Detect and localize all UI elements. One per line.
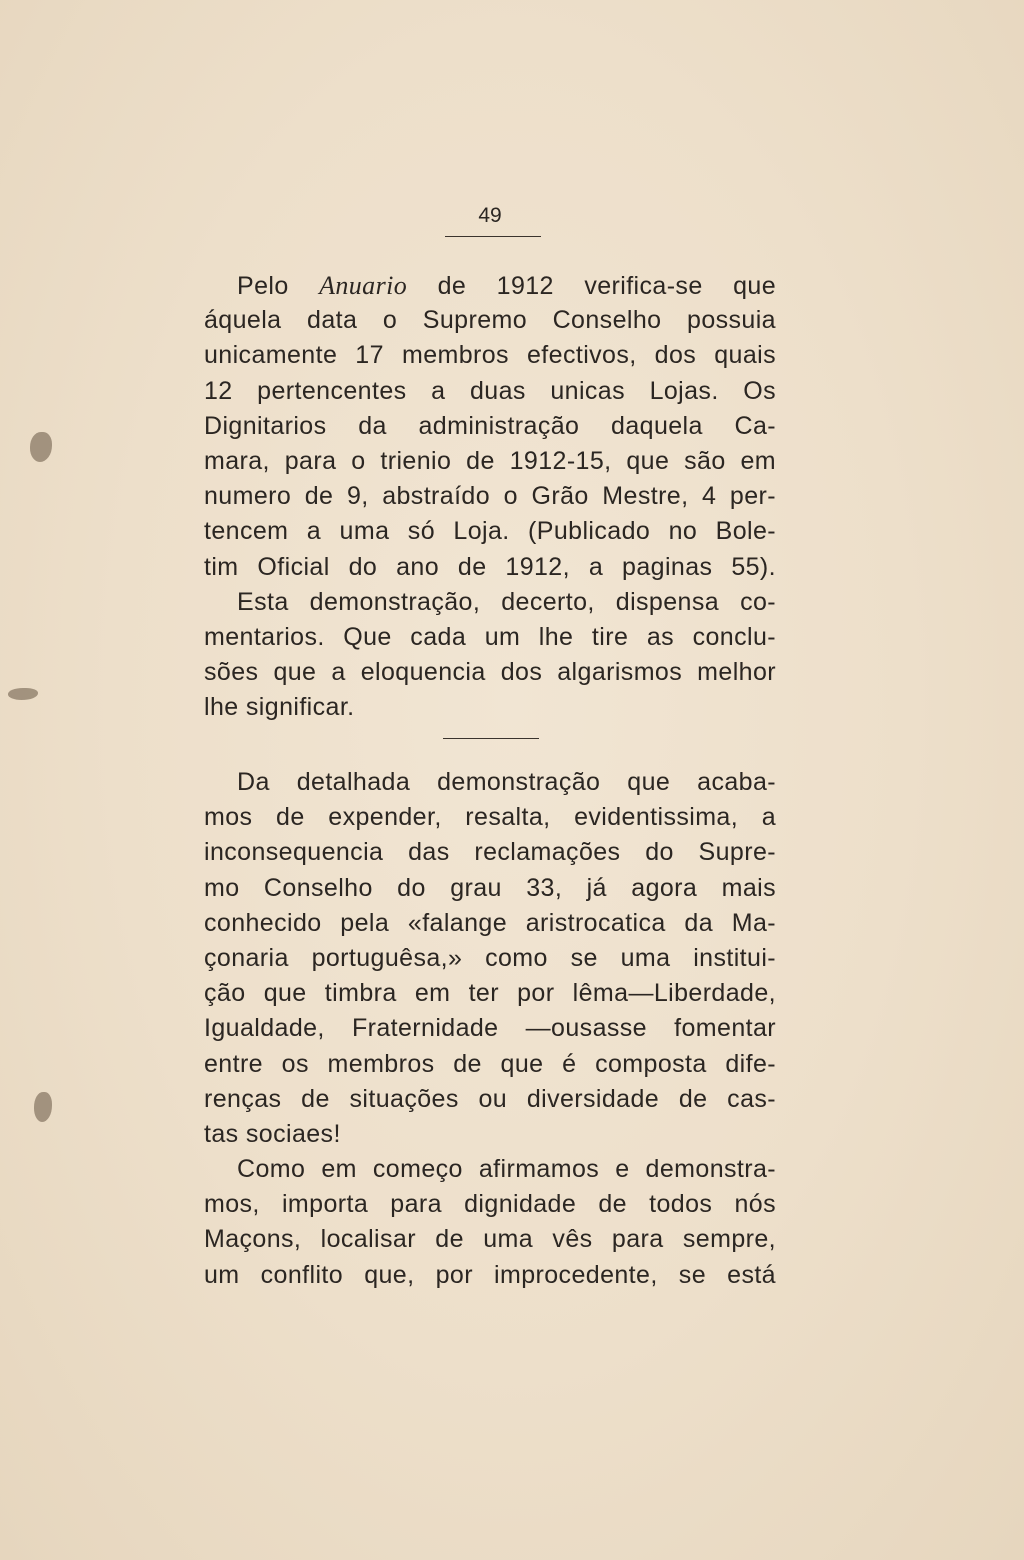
binding-hole-mark	[34, 1092, 52, 1122]
publication-title: Anuario	[319, 271, 408, 300]
paragraph-line: Maçons, localisar de uma vês para sempre,	[204, 1225, 776, 1254]
paragraph-line	[204, 268, 776, 303]
paragraph-line: conhecido pela «falange aristrocatica da Ma-	[204, 908, 776, 937]
paragraph-line: tim Oficial do ano de 1912, a paginas 55).	[204, 552, 776, 581]
line-text: Pelo	[237, 272, 320, 300]
paragraph-line: entre os membros de que é composta dife-	[204, 1049, 776, 1078]
paragraph-line: çonaria portuguêsa,» como se uma institui-	[204, 943, 776, 972]
paragraph-line: lhe significar.	[204, 693, 355, 722]
paragraph-line: mentarios. Que cada um lhe tire as conclu-	[204, 622, 776, 651]
paragraph-line: mos, importa para dignidade de todos nós	[204, 1190, 776, 1219]
paragraph-line: tas sociaes!	[204, 1119, 341, 1148]
paragraph-line: tencem a uma só Loja. (Publicado no Bole-	[204, 517, 776, 546]
paragraph-line: Igualdade, Fraternidade —ousasse fomentar	[204, 1014, 776, 1043]
paragraph-2	[204, 765, 776, 1293]
page-number: 49	[478, 204, 502, 227]
paragraph-line: unicamente 17 membros efectivos, dos quais	[204, 341, 776, 370]
paragraph-line: Esta demonstração, decerto, dispensa co-	[237, 587, 776, 616]
paragraph-line: mos de expender, resalta, evidentissima, a	[204, 803, 776, 832]
binding-hole-mark	[30, 432, 52, 462]
section-divider	[443, 738, 539, 739]
binding-hole-mark	[8, 688, 38, 700]
paragraph-1	[204, 268, 776, 725]
paragraph-line: 12 pertencentes a duas unicas Lojas. Os	[204, 376, 776, 405]
paragraph-line: renças de situações ou diversidade de cas-	[204, 1084, 776, 1113]
line-text: de 1912 verifica-se que	[407, 272, 776, 300]
header-rule	[445, 236, 541, 237]
paragraph-line: inconsequencia das reclamações do Supre-	[204, 838, 776, 867]
paragraph-line: um conflito que, por improcedente, se está	[204, 1260, 776, 1289]
paragraph-line: mara, para o trienio de 1912-15, que são em	[204, 446, 776, 475]
paragraph-line: Da detalhada demonstração que acaba-	[237, 768, 776, 796]
paragraph-line: Dignitarios da administração daquela Ca-	[204, 411, 776, 440]
paragraph-line: Como em começo afirmamos e demonstra-	[237, 1155, 776, 1184]
paragraph-line: áquela data o Supremo Conselho possuia	[204, 306, 776, 335]
paragraph-line: sões que a eloquencia dos algarismos melhor	[204, 658, 776, 687]
paragraph-line: numero de 9, abstraído o Grão Mestre, 4 per-	[204, 482, 776, 511]
paragraph-line: ção que timbra em ter por lêma—Liberdade,	[204, 979, 776, 1008]
paragraph-line: mo Conselho do grau 33, já agora mais	[204, 873, 776, 902]
